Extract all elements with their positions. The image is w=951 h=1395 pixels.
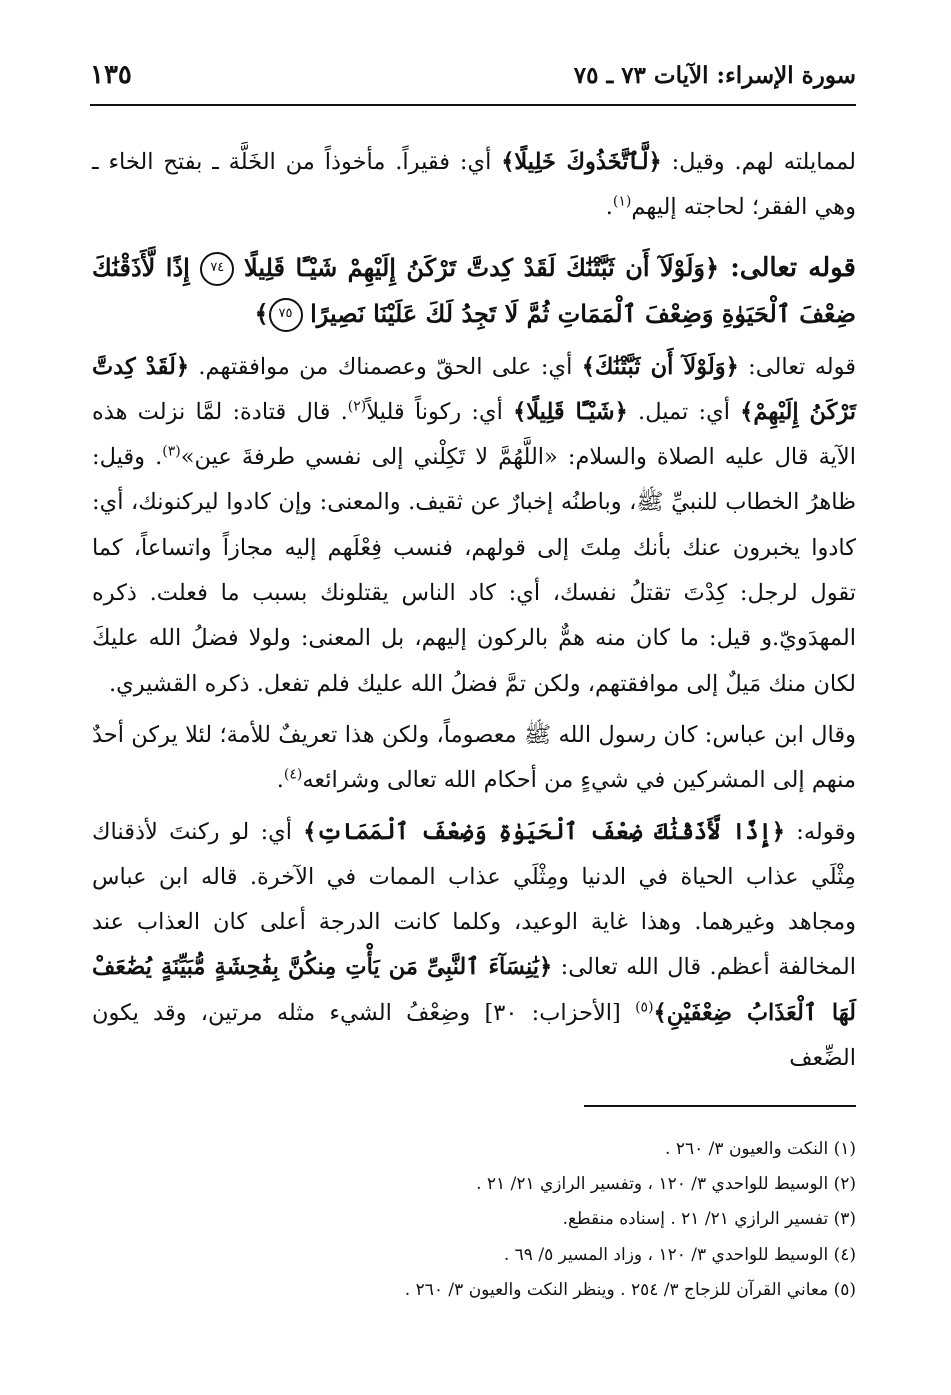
text-run: أي: ركوناً قليلاً xyxy=(366,398,514,425)
text-run: أي: تميل. xyxy=(627,398,741,425)
text-run: قوله تعالى: xyxy=(738,353,856,380)
footnote-2: (٢) الوسيط للواحدي ٣/ ١٢٠ ، وتفسير الرازي ٢١/ ٢١ . xyxy=(476,1174,856,1195)
main-text xyxy=(92,140,856,1081)
footnote-ref: (٣) xyxy=(162,443,181,460)
footnote-4: (٤) الوسيط للواحدي ٣/ ١٢٠ ، وزاد المسير ٥/ ٦٩ . xyxy=(503,1244,856,1265)
verse-lead: قوله تعالى: xyxy=(719,252,856,283)
footnote-divider xyxy=(584,1105,856,1107)
paragraph-1 xyxy=(92,140,856,231)
paragraph-3 xyxy=(92,713,856,804)
text-run: أي: لو ركنتَ لأذقناك مِثْلَي عذاب الحياة في الدنيا ومِثْلَي عذاب الممات في الآخرة. قاله ابن عباس ومجاهد وغيرهما. وهذا غاية الوعيد، وكلما كانت الدرجة أعلى كان العذاب عند المخالفة أعظم. قال الله تعالى: xyxy=(92,818,856,981)
footnotes xyxy=(92,1132,856,1308)
footnote-3: (٣) تفسير الرازي ٢١/ ٢١ . إسناده منقطع. xyxy=(562,1209,856,1230)
footnote-ref: (٥) xyxy=(635,999,654,1016)
footnote-5: (٥) معاني القرآن للزجاج ٣/ ٢٥٤ . وينظر النكت والعيون ٣/ ٢٦٠ . xyxy=(404,1279,856,1300)
text-run: . وقيل: ظاهرُ الخطاب للنبيِّ ﷺ، وباطنُه إخبارٌ عن ثقيف. والمعنى: وإن كادوا ليركنونك، أي: كادوا يخبرون عنك بأنك مِلتَ إلى قولهم، فنسب فِعْلَهم إليه مجازاً واتساعاً، كما تقول لرجل: كِدْتَ تقتلُ نفسك، أي: كاد الناس يقتلونك بسبب ما فعلت. ذكره المهدَويّ.و قيل: ما كان منه همٌّ بالركون إليهم، بل المعنى: ولولا فضلُ الله عليكَ لكان منك مَيلٌ إلى موافقتهم، ولكن تمَّ فضلُ الله عليك فلم تفعل. ذكره القشيري. xyxy=(92,444,856,697)
text-run: . xyxy=(276,767,284,794)
paragraph-2 xyxy=(92,345,856,707)
verse-text-2: إِذًا لَّأَذَقْنَٰكَ ضِعْفَ ٱلْحَيَوٰةِ وَضِعْفَ ٱلْمَمَاتِ ثُمَّ لَا تَجِدُ لَكَ عَلَيْنَا نَصِيرًا xyxy=(92,252,856,328)
text-run: وقوله: xyxy=(784,818,856,845)
verse-close: ﴾ xyxy=(254,298,269,328)
footnote-ref: (٤) xyxy=(283,766,303,783)
quran-quote: ﴿لَّٱتَّخَذُوكَ خَلِيلًا﴾ xyxy=(501,149,662,175)
text-run: لممايلته لهم. وقيل: xyxy=(661,149,856,175)
text-run: أي: على الحقّ وعصمناك من موافقتهم. xyxy=(189,353,582,380)
quran-quote: ﴿شَيْـًٔا قَلِيلًا﴾ xyxy=(513,398,628,425)
page-number: ١٣٥ xyxy=(90,60,132,90)
verse-text-1: ﴿وَلَوْلَآ أَن ثَبَّتْنَٰكَ لَقَدْ كِدتَّ تَرْكَنُ إِلَيْهِمْ شَيْـًٔا قَلِيلًا xyxy=(244,252,720,282)
running-title: سورة الإسراء: الآيات ٧٣ ـ ٧٥ xyxy=(573,62,856,89)
text-run: . xyxy=(605,194,613,221)
verse-number-75: ٧٥ xyxy=(269,298,303,332)
text-run: [الأحزاب: ٣٠] وضِعْفُ الشيء مثله مرتين، وقد يكون الضِّعف xyxy=(92,999,856,1072)
footnote-ref: (٢) xyxy=(347,398,367,415)
footnote-1: (١) النكت والعيون ٣/ ٢٦٠ . xyxy=(665,1139,856,1159)
text-run: . قال قتادة: لمَّا نزلت هذه الآية قال عليه الصلاة والسلام: «اللَّهُمَّ لا تَكِلْني إلى نفسي طرفةَ عين» xyxy=(92,398,856,471)
verse-block xyxy=(92,245,856,337)
quran-quote: ﴿لَقَدْ كِدتَّ تَرْكَنُ إِلَيْهِمْ﴾ xyxy=(92,353,857,425)
text-run: أي: فقيراً. مأخوذاً من الخَلَّة ـ بفتح الخاء ـ وهي الفقر؛ لحاجته إليهم xyxy=(92,149,856,221)
quran-quote: ﴿يَٰنِسَآءَ ٱلنَّبِىِّ مَن يَأْتِ مِنكُنَّ بِفَٰحِشَةٍ مُّبَيِّنَةٍ يُضَٰعَفْ لَهَا ٱلْعَذَابُ ضِعْفَيْنِ﴾ xyxy=(92,954,856,1026)
quran-quote: ﴿إِذًا لَّأَذَقْنَٰكَ ضِعْفَ ٱلْحَيَوٰةِ وَضِعْفَ ٱلْمَمَاتِ﴾ xyxy=(303,818,785,845)
paragraph-4 xyxy=(92,810,856,1082)
page-header xyxy=(90,56,856,106)
quran-quote: ﴿وَلَوْلَآ أَن ثَبَّتْنَٰكَ﴾ xyxy=(581,353,739,380)
verse-number-74: ٧٤ xyxy=(200,252,234,286)
footnote-ref: (١) xyxy=(612,193,632,210)
text-run: وقال ابن عباس: كان رسول الله ﷺ معصوماً، ولكن هذا تعريفٌ للأمة؛ لئلا يركن أحدٌ منهم إلى المشركين في شيءٍ من أحكام الله تعالى وشرائعه xyxy=(92,721,856,794)
